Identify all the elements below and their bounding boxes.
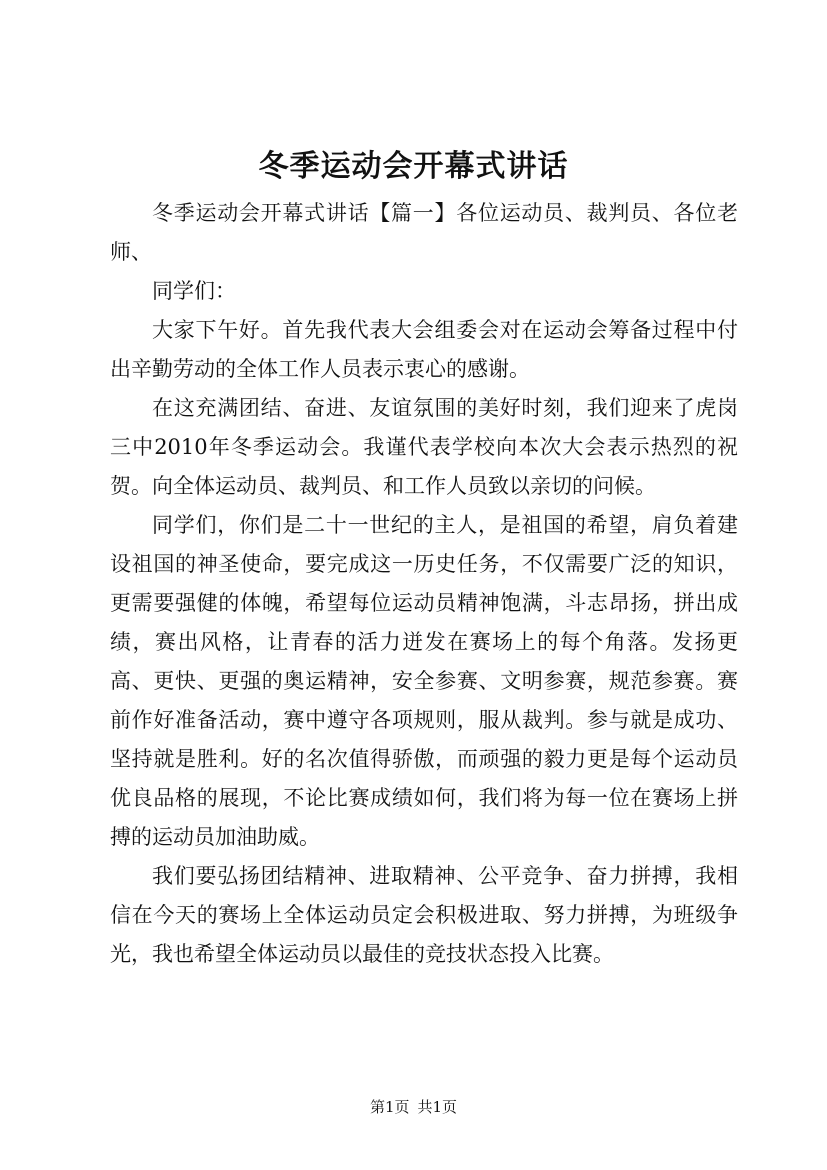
- page-footer: [0, 1096, 827, 1118]
- page-total: 共1页: [417, 1098, 458, 1116]
- document-body: [110, 194, 738, 974]
- paragraph-4: 在这充满团结、奋进、友谊氛围的美好时刻，我们迎来了虎岗三中2010年冬季运动会。我谨代表学校向本次大会表示热烈的祝贺。向全体运动员、裁判员、和工作人员致以亲切的问候。: [110, 396, 738, 498]
- paragraph-3: 大家下午好。首先我代表大会组委会对在运动会筹备过程中付出辛勤劳动的全体工作人员表示衷心的感谢。: [110, 318, 738, 381]
- page-number: 第1页: [369, 1098, 410, 1116]
- paragraph-1: 冬季运动会开幕式讲话【篇一】各位运动员、裁判员、各位老师、: [110, 201, 738, 264]
- paragraph-6: 我们要弘扬团结精神、进取精神、公平竞争、奋力拼搏，我相信在今天的赛场上全体运动员定会积极进取、努力拼搏，为班级争光，我也希望全体运动员以最佳的竞技状态投入比赛。: [110, 864, 738, 966]
- document-title: 冬季运动会开幕式讲话: [258, 149, 569, 184]
- paragraph-2: 同学们：: [152, 279, 236, 303]
- paragraph-5: 同学们，你们是二十一世纪的主人，是祖国的希望，肩负着建设祖国的神圣使命，要完成这一历史任务，不仅需要广泛的知识，更需要强健的体魄，希望每位运动员精神饱满，斗志昂扬，拼出成绩，赛出风格，让青春的活力迸发在赛场上的每个角落。发扬更高、更快、更强的奥运精神，安全参赛、文明参赛，规范参赛。赛前作好准备活动，赛中遵守各项规则，服从裁判。参与就是成功、坚持就是胜利。好的名次值得骄傲，而顽强的毅力更是每个运动员优良品格的展现，不论比赛成绩如何，我们将为每一位在赛场上拼搏的运动员加油助威。: [110, 513, 738, 849]
